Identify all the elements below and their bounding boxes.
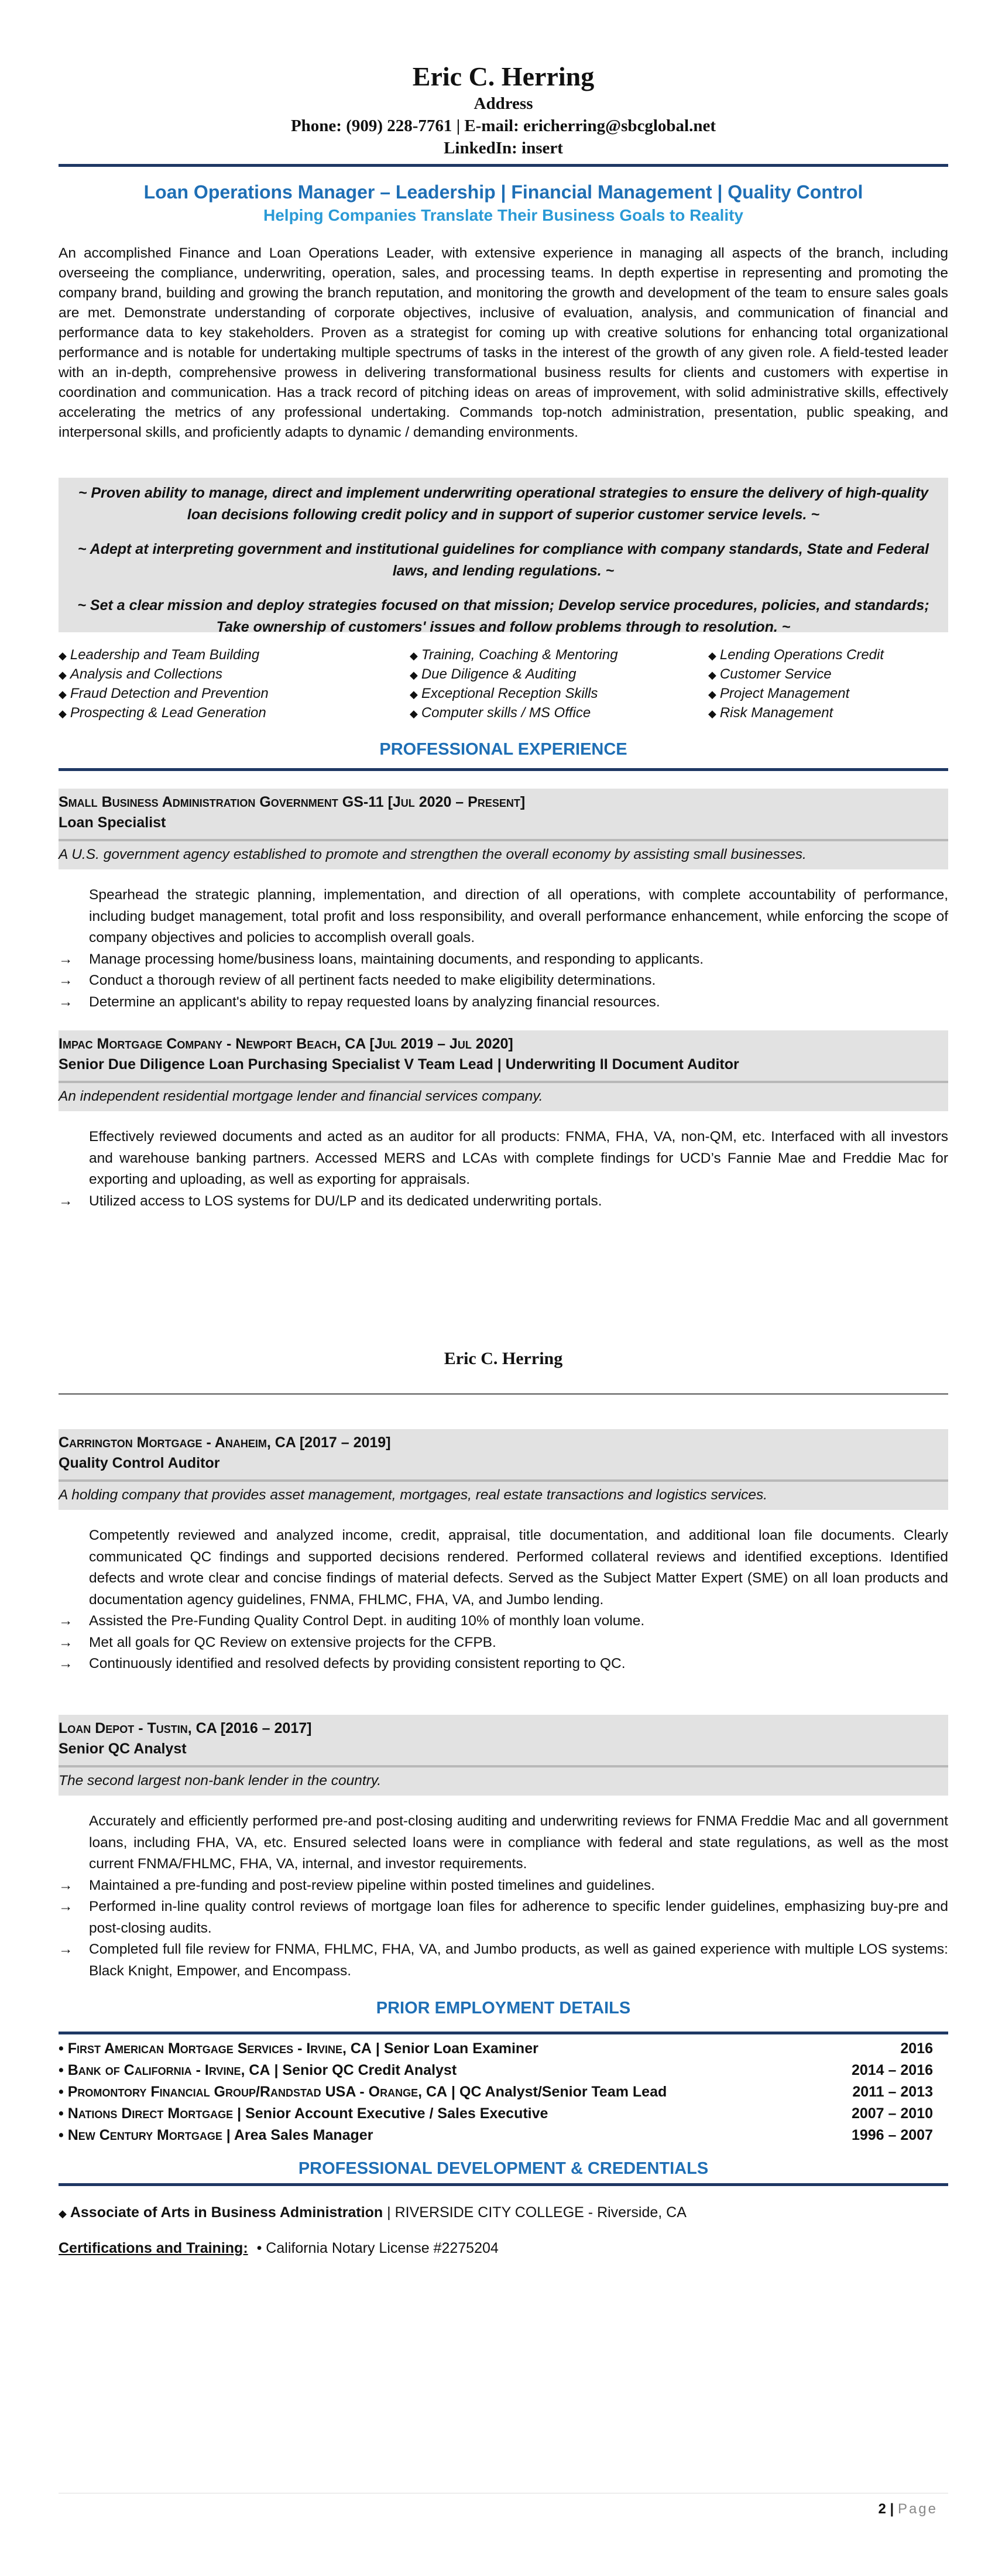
- job-bullet: [59, 1632, 948, 1654]
- section-divider: [59, 768, 948, 771]
- job-company: Small Business Administration Government GS-11 [Jul 2020 – Present]: [59, 794, 526, 810]
- job-bullet-text: Completed full file review for FNMA, FHLMC, FHA, VA, and Jumbo products, as well as gained experience with multiple LOS systems: Black Knight, Empower, and Encompass.: [89, 1941, 948, 1979]
- prior-company: • Nations Direct Mortgage: [59, 2105, 234, 2122]
- job-bullet: [59, 1875, 948, 1897]
- diamond-bullet-icon: ◆: [59, 650, 67, 662]
- job-bullet-text: Met all goals for QC Review on extensive projects for the CFPB.: [89, 1634, 496, 1650]
- arrow-bullet-icon: →: [59, 1634, 73, 1650]
- job-header-divider: [59, 1765, 948, 1767]
- phone: Phone: (909) 228-7761: [290, 117, 452, 135]
- job-title: Quality Control Auditor: [59, 1455, 220, 1471]
- diamond-bullet-icon: ◆: [59, 708, 67, 720]
- job-bullet: [59, 992, 948, 1013]
- prior-role: | Area Sales Manager: [222, 2127, 373, 2143]
- highlight-item: ~ Adept at interpreting government and institutional guidelines for compliance with company standards, State and Federal laws, and lending regulations. ~: [77, 541, 929, 579]
- skill-label: Lending Operations Credit: [719, 647, 884, 663]
- section-heading-development: PROFESSIONAL DEVELOPMENT & CREDENTIALS: [298, 2159, 709, 2178]
- highlight-item: ~ Set a clear mission and deploy strategies focused on that mission; Develop service procedures, policies, and standards; Take ownership of customers' issues and follow problems through to resolution. ~: [77, 597, 929, 635]
- highlight-item: ~ Proven ability to manage, direct and implement underwriting operational strategies to ensure the delivery of high-quality loan decisions following credit policy and in support of superior customer service levels. ~: [78, 485, 929, 523]
- job-body: [59, 885, 948, 1013]
- header-divider: [59, 164, 948, 167]
- arrow-bullet-icon: →: [59, 1941, 73, 1957]
- job-bullet: [59, 1653, 948, 1675]
- arrow-bullet-icon: →: [59, 994, 73, 1010]
- job-header-divider: [59, 1081, 948, 1083]
- diamond-bullet-icon: ◆: [410, 688, 418, 700]
- skill-item: [708, 646, 948, 665]
- job-summary: Accurately and efficiently performed pre-and post-closing auditing and underwriting reviews for FNMA Freddie Mac and all government loans, including FHA, VA, etc. Ensured selected loans were in compliance with federal and state regulations, as well as the most current FNMA/FHLMC, FHA, VA, internal, and investor requirements.: [89, 1813, 948, 1872]
- skill-label: Risk Management: [719, 705, 833, 721]
- job-bullet-text: Utilized access to LOS systems for DU/LP and its dedicated underwriting portals.: [89, 1193, 602, 1209]
- section-heading-prior: PRIOR EMPLOYMENT DETAILS: [376, 1999, 631, 2017]
- prior-employment-row: [59, 2081, 948, 2103]
- job-title: Senior Due Diligence Loan Purchasing Specialist V Team Lead | Underwriting II Document Auditor: [59, 1056, 739, 1073]
- job-entry: [59, 1429, 948, 1675]
- skill-label: Project Management: [719, 686, 850, 701]
- arrow-bullet-icon: →: [59, 1613, 73, 1629]
- skill-label: Customer Service: [719, 666, 832, 682]
- degree: Associate of Arts in Business Administration: [70, 2204, 383, 2221]
- prior-employment-entry: [59, 2060, 457, 2081]
- prior-employment-row: [59, 2103, 948, 2125]
- prior-employment-list: [59, 2038, 948, 2146]
- diamond-bullet-icon: ◆: [708, 650, 716, 662]
- skill-label: Prospecting & Lead Generation: [70, 705, 266, 721]
- prior-role: | Senior Account Executive / Sales Executive: [233, 2105, 548, 2122]
- prior-employment-row: [59, 2060, 948, 2081]
- job-header-divider: [59, 1479, 948, 1482]
- summary-paragraph: An accomplished Finance and Loan Operations Leader, with extensive experience in managing all aspects of the branch, including overseeing the compliance, underwriting, operation, sales, and processing teams. In depth expertise in representing and promoting the company brand, building and growing the branch reputation, and monitoring the growth and development of the team to ensure sales goals are met. Demonstrate understanding of corporate objectives, inclusive of evaluation, analysis, and communication of financial and performance data to key stakeholders. Proven as a strategist for coming up with creative solutions for enhancing total organizational performance and is notable for undertaking multiple spectrums of tasks in the interest of the growth of any given role. A field-tested leader with an in-depth, comprehensive prowess in delivering transformational business results for clients and customers with expertise in coordination and communication. Has a track record of pitching ideas on areas of improvement, with solid administrative skills, effectively accelerating the metrics of any professional undertaking. Commands top-notch administration, presentation, public speaking, and interpersonal skills, and proficiently adapts to dynamic / demanding environments.: [59, 245, 948, 440]
- job-bullet: [59, 1896, 948, 1939]
- page2-header-name: Eric C. Herring: [444, 1349, 563, 1368]
- job-bullet-text: Assisted the Pre-Funding Quality Control Dept. in auditing 10% of monthly loan volume.: [89, 1613, 645, 1629]
- education-entry: [59, 2204, 948, 2221]
- diamond-bullet-icon: ◆: [59, 688, 67, 700]
- job-company: Carrington Mortgage - Anaheim, CA [2017 – 2019]: [59, 1434, 391, 1451]
- certifications-label: Certifications and Training:: [59, 2240, 248, 2256]
- skills-grid: [59, 646, 948, 723]
- prior-employment-entry: [59, 2125, 373, 2146]
- arrow-bullet-icon: →: [59, 1877, 73, 1893]
- prior-dates: 2016: [900, 2040, 933, 2057]
- job-bullet: [59, 1611, 948, 1632]
- job-header: [59, 1030, 948, 1111]
- job-header: [59, 1429, 948, 1510]
- skill-item: [410, 704, 708, 723]
- prior-company: • First American Mortgage Services - Irvine, CA: [59, 2040, 372, 2057]
- job-body: [59, 1811, 948, 1982]
- job-bullet: [59, 949, 948, 971]
- diamond-bullet-icon: ◆: [708, 669, 716, 681]
- skill-item: [708, 704, 948, 723]
- job-body: [59, 1525, 948, 1675]
- skill-label: Training, Coaching & Mentoring: [421, 647, 618, 663]
- linkedin[interactable]: LinkedIn: insert: [444, 139, 563, 157]
- prior-employment-entry: [59, 2081, 667, 2103]
- skill-label: Fraud Detection and Prevention: [70, 686, 269, 701]
- skill-label: Exceptional Reception Skills: [421, 686, 598, 701]
- prior-dates: 2014 – 2016: [851, 2062, 933, 2078]
- section-heading-experience: PROFESSIONAL EXPERIENCE: [379, 740, 627, 759]
- company-description: A U.S. government agency established to promote and strengthen the overall economy by assisting small businesses.: [59, 847, 807, 862]
- arrow-bullet-icon: →: [59, 1899, 73, 1914]
- email[interactable]: E-mail: ericherring@sbcglobal.net: [464, 117, 716, 135]
- company-description: The second largest non-bank lender in the country.: [59, 1773, 382, 1789]
- diamond-bullet-icon: ◆: [708, 708, 716, 720]
- skill-item: [708, 665, 948, 684]
- job-bullet-text: Continuously identified and resolved defects by providing consistent reporting to QC.: [89, 1656, 626, 1671]
- job-bullet-text: Performed in-line quality control reviews of mortgage loan files for adherence to specific lender guidelines, emphasizing buy-pre and post-closing audits.: [89, 1899, 948, 1936]
- job-bullet: [59, 1191, 948, 1212]
- resume-header: [59, 61, 948, 159]
- arrow-bullet-icon: →: [59, 972, 73, 988]
- skill-label: Computer skills / MS Office: [421, 705, 591, 721]
- prior-company: • New Century Mortgage: [59, 2127, 222, 2143]
- job-title: Senior QC Analyst: [59, 1741, 187, 1757]
- headline-title: Loan Operations Manager – Leadership | Financial Management | Quality Control: [143, 181, 863, 203]
- page2-header-divider: [59, 1393, 948, 1395]
- contact-line: [59, 115, 948, 137]
- job-company: Impac Mortgage Company - Newport Beach, CA [Jul 2019 – Jul 2020]: [59, 1036, 513, 1052]
- address: Address: [474, 94, 533, 113]
- headline-subtitle: Helping Companies Translate Their Business Goals to Reality: [263, 206, 743, 224]
- certification-item: • California Notary License #2275204: [256, 2240, 499, 2256]
- prior-role: | QC Analyst/Senior Team Lead: [447, 2084, 667, 2100]
- diamond-bullet-icon: ◆: [410, 669, 418, 681]
- skill-item: [410, 665, 708, 684]
- job-bullet: [59, 970, 948, 992]
- candidate-name: Eric C. Herring: [412, 61, 595, 91]
- footer-sep: |: [886, 2501, 898, 2517]
- skill-label: Analysis and Collections: [70, 666, 222, 682]
- prior-dates: 1996 – 2007: [851, 2127, 933, 2143]
- job-company: Loan Depot - Tustin, CA [2016 – 2017]: [59, 1720, 312, 1736]
- page-label: Page: [897, 2501, 938, 2517]
- prior-employment-entry: [59, 2038, 538, 2060]
- skill-item: [59, 665, 410, 684]
- job-bullet-text: Maintained a pre-funding and post-review pipeline within posted timelines and guidelines.: [89, 1877, 655, 1893]
- headline: [59, 180, 948, 227]
- diamond-bullet-icon: ◆: [410, 708, 418, 720]
- job-header-divider: [59, 839, 948, 841]
- prior-employment-entry: [59, 2103, 548, 2125]
- job-summary: Effectively reviewed documents and acted as an auditor for all products: FNMA, FHA, VA, non-QM, etc. Interfaced with all investors and warehouse banking partners. Accessed MERS and LCAs with complete findings for UCD’s Fannie Mae and Freddie Mac for exporting and uploading, as well as exporting for appraisals.: [89, 1129, 948, 1187]
- job-body: [59, 1126, 948, 1212]
- skill-item: [59, 704, 410, 723]
- job-bullet-text: Conduct a thorough review of all pertinent facts needed to make eligibility determinations.: [89, 972, 656, 988]
- job-bullet-text: Manage processing home/business loans, maintaining documents, and responding to applicants.: [89, 951, 704, 967]
- diamond-bullet-icon: ◆: [410, 650, 418, 662]
- job-bullet-text: Determine an applicant's ability to repay requested loans by analyzing financial resources.: [89, 994, 660, 1010]
- school: | RIVERSIDE CITY COLLEGE - Riverside, CA: [383, 2204, 687, 2221]
- company-description: An independent residential mortgage lender and financial services company.: [59, 1088, 543, 1104]
- company-description: A holding company that provides asset management, mortgages, real estate transactions and logistics services.: [59, 1487, 768, 1503]
- arrow-bullet-icon: →: [59, 1193, 73, 1209]
- diamond-bullet-icon: ◆: [708, 688, 716, 700]
- job-header: [59, 789, 948, 869]
- diamond-bullet-icon: ◆: [59, 669, 67, 681]
- job-bullet: [59, 1939, 948, 1982]
- skill-item: [59, 646, 410, 665]
- page-footer: [879, 2501, 938, 2517]
- arrow-bullet-icon: →: [59, 951, 73, 967]
- highlights-box: [59, 478, 948, 635]
- skill-label: Leadership and Team Building: [70, 647, 260, 663]
- job-title: Loan Specialist: [59, 814, 166, 831]
- prior-role: | Senior QC Credit Analyst: [270, 2062, 457, 2078]
- job-entry: [59, 1715, 948, 1982]
- skill-item: [708, 684, 948, 704]
- prior-employment-row: [59, 2038, 948, 2060]
- job-entry: [59, 1030, 948, 1212]
- skill-item: [410, 684, 708, 704]
- prior-company: • Promontory Financial Group/Randstad USA - Orange, CA: [59, 2084, 448, 2100]
- job-header: [59, 1715, 948, 1796]
- prior-company: • Bank of California - Irvine, CA: [59, 2062, 270, 2078]
- prior-dates: 2007 – 2010: [851, 2105, 933, 2122]
- skill-item: [410, 646, 708, 665]
- job-summary: Spearhead the strategic planning, implementation, and direction of all operations, with complete accountability of performance, including budget management, total profit and loss responsibility, and overall performance enhancement, while enforcing the scope of company objectives and policies to accomplish overall goals.: [89, 887, 948, 946]
- certifications: [59, 2240, 948, 2257]
- page-number: 2: [878, 2501, 886, 2517]
- prior-role: | Senior Loan Examiner: [371, 2040, 538, 2057]
- section-divider: [59, 2183, 948, 2186]
- section-divider: [59, 2032, 948, 2034]
- prior-dates: 2011 – 2013: [852, 2084, 933, 2100]
- arrow-bullet-icon: →: [59, 1656, 73, 1671]
- diamond-bullet-icon: ◆: [59, 2208, 67, 2219]
- prior-employment-row: [59, 2125, 948, 2146]
- skill-label: Due Diligence & Auditing: [421, 666, 577, 682]
- job-summary: Competently reviewed and analyzed income, credit, appraisal, title documentation, and additional loan file documents. Clearly communicated QC findings and supported decisions rendered. Performed collateral reviews and identified exceptions. Identified defects and wrote clear and concise findings of material defects. Served as the Subject Matter Expert (SME) on all loan products and documentation agency guidelines, FNMA, FHLMC, FHA, VA, and Jumbo lending.: [89, 1527, 948, 1608]
- job-entry: [59, 789, 948, 1013]
- separator: |: [456, 117, 461, 135]
- skill-item: [59, 684, 410, 704]
